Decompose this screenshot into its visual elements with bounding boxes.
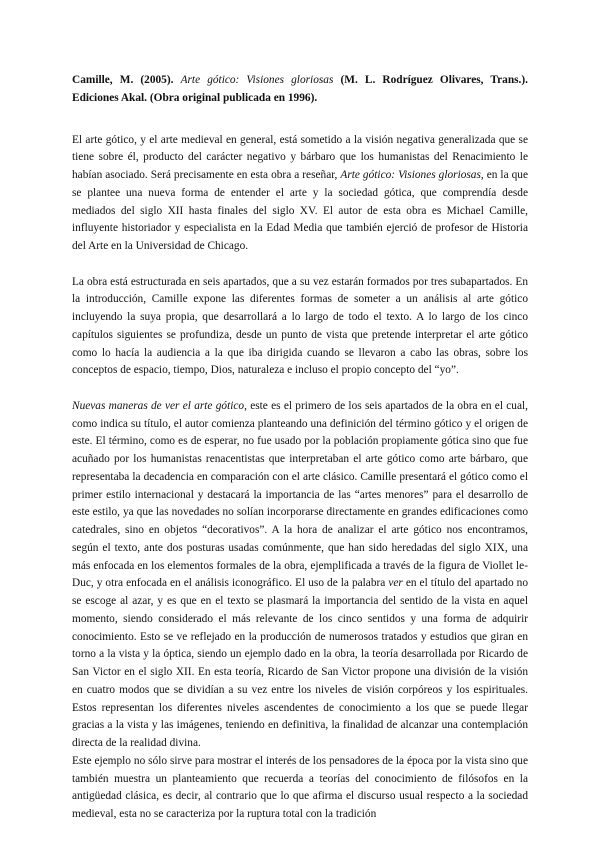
paragraph-text: La obra está estructurada en seis apartados, que a su vez estarán formados por tres subapartados. En la introducción, Camille expone las diferentes formas de someter a un análisis al arte gótico incluyendo la suya propia, que desarrollará a lo largo de todo el texto. A lo largo de los cinco capítulos siguientes se profundiza, desde un punto de vista que pretende interpretar el arte gótico como lo hacía la audiencia a la que iba dirigida cuando se llevaron a cabo las obras, sobre los conceptos de espacio, tiempo, Dios, naturaleza e incluso el propio concepto del “yo”. — [72, 275, 528, 377]
citation-translator-publisher: (M. L. Rodríguez Olivares, Trans.). Ediciones Akal. (Obra original publicada en 1996). — [72, 74, 528, 104]
paragraph-text: , este es el primero de los seis apartados de la obra en el cual, como indica su título, el autor comienza planteando una definición del término gótico y el origen de este. El término, como es de esperar, no fue usado por la población propiamente gótica sino que fue acuñado por los humanistas renacentistas que interpretaban el arte gótico como arte bárbaro, que representaba la decadencia en comparación con el arte clásico. Camille presentará el gótico como el primer estilo internacional y destacará la importancia de las “artes menores” para el desarrollo de este estilo, ya que las novedades no solían incorporarse directamente en grandes edificaciones como catedrales, sino en objetos “decorativos”. A la hora de analizar el arte gótico nos encontramos, según el texto, ante dos posturas usadas comúnmente, que han sido heredadas del siglo XIX, una más enfocada en los elementos formales de la obra, ejemplificada a través de la figura de Viollet le-Duc, y otra enfocada en el análisis iconográfico. El uso de la palabra — [72, 399, 528, 590]
bibliographic-citation — [72, 72, 528, 108]
paragraph-text: en la que se plantee una nueva forma de entender el arte y la sociedad gótica, que comprendía desde mediados del siglo XII hasta finales del siglo XV. El autor de esta obra es Michael Camille, influyente historiador y especialista en la Edad Media que también ejerció de profesor de Historia del Arte en la Universidad de Chicago. — [72, 169, 528, 252]
paragraph-section-one — [72, 398, 528, 753]
emphasized-word: ver — [388, 577, 403, 590]
paragraph-text: Este ejemplo no sólo sirve para mostrar el interés de los pensadores de la época por la vista sino que también muestra un planteamiento que recuerda a teorías del conocimiento de filósofos en la antigüedad clásica, es decir, al contrario que lo que afirma el discurso usual respecto a la sociedad medieval, esta no se caracteriza por la ruptura total con la tradición — [72, 754, 528, 820]
section-title-italic: Nuevas maneras de ver el arte gótico — [72, 399, 245, 412]
paragraph-introduction — [72, 132, 528, 256]
paragraph-text: El arte gótico, y el arte medieval en general, está sometido a la visión negativa generalizada que se tiene sobre él, producto del carácter negativo y bárbaro que los humanistas del Renacimiento le habían asociado. Será precisamente en esta obra a reseñar, — [72, 133, 528, 181]
paragraph-structure — [72, 274, 528, 381]
citation-book-title: Arte gótico: Visiones gloriosas — [180, 74, 334, 86]
citation-authors-year: Camille, M. (2005). — [72, 74, 174, 86]
paragraph-continuation — [72, 753, 528, 824]
book-title-italic: Arte gótico: Visiones gloriosas, — [340, 169, 484, 181]
paragraph-text: en el título del apartado no se escoge al azar, y es que en el texto se plasmará la importancia del sentido de la vista en aquel momento, siendo considerado el más relevante de los cinco sentidos y una forma de adquirir conocimiento. Esto se ve reflejado en la producción de numerosos tratados y estudios que giran en torno a la vista y la óptica, siendo un ejemplo dado en la obra, la teoría desarrollada por Ricardo de San Victor en el siglo XII. En esta teoría, Ricardo de San Victor propone una división de la visión en cuatro modos que se dividían a su vez entre los niveles de visión corpóreos y los espirituales. Estos representan los diferentes niveles ascendentes de conocimiento a los que se puede llegar gracias a la vista y las imágenes, teniendo en definitiva, la finalidad de alcanzar una contemplación directa de la realidad divina. — [72, 577, 529, 749]
document-page — [72, 72, 528, 824]
